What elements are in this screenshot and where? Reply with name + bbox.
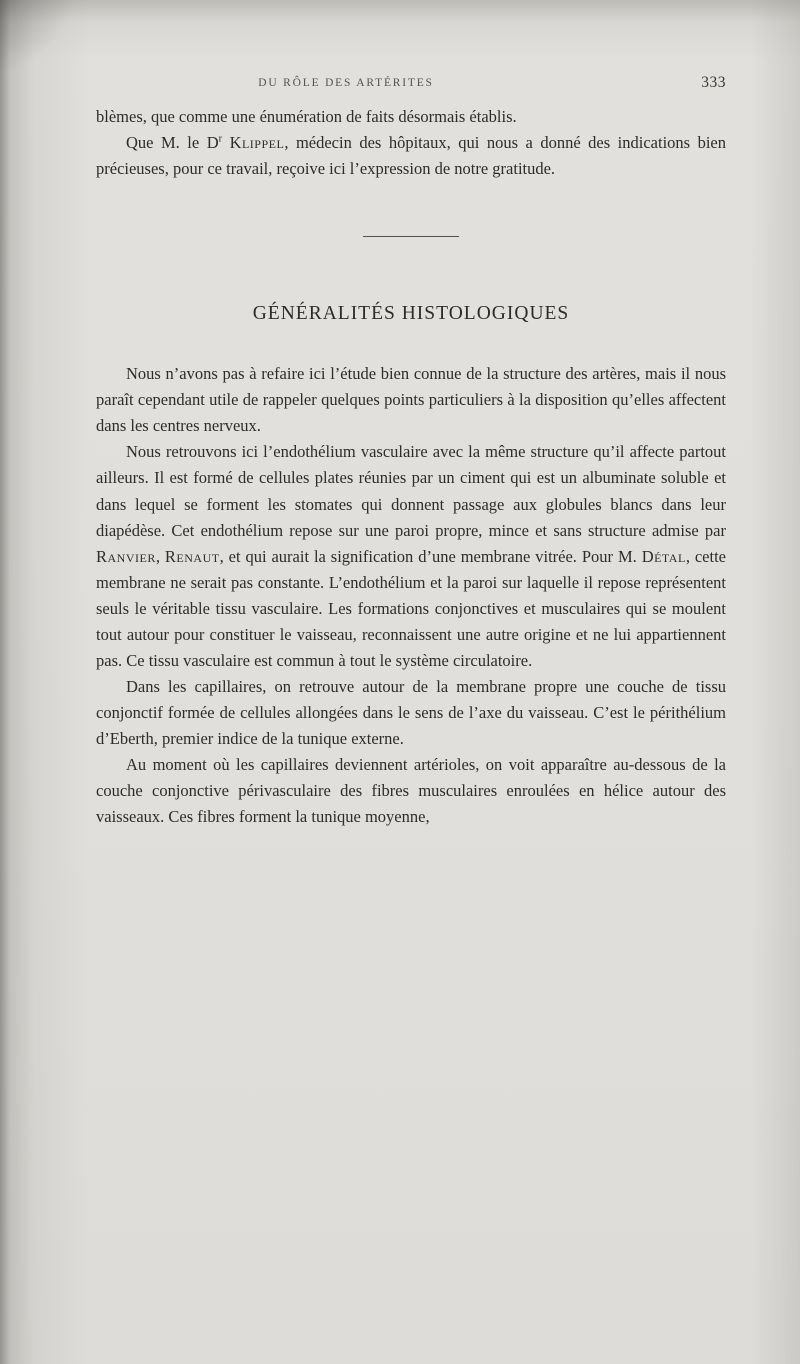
text-run: Nous n’avons pas à refaire ici l’étude bien connue de la structure des artères, mais il nous paraît cependant utile de rappeler quelques points particuliers à la disposition qu’elles affectent dans les centres nerveux. (96, 364, 726, 436)
page-content (96, 104, 726, 830)
text-run: r (218, 133, 223, 145)
section-heading: GÉNÉRALITÉS HISTOLOGIQUES (252, 303, 570, 325)
text-run: , (155, 546, 165, 566)
running-title: DU RÔLE DES ARTÉRITES (258, 77, 434, 89)
text-run: Que M. le D (126, 133, 219, 153)
paragraph (96, 752, 726, 830)
text-run: , et qui aurait la signification d’une membrane vitrée. Pour M. (219, 546, 642, 566)
text-run: Dans les capillaires, on retrouve autour de la membrane propre une couche de tissu conjonctif formée de cellules allongées dans le sens de l’axe du vaisseau. C’est le périthélium d’Eberth, premier indice de la tunique externe. (96, 676, 726, 749)
paragraph (96, 361, 726, 439)
page-header (96, 74, 726, 96)
text-run: Détal (641, 546, 686, 566)
paragraph (96, 104, 726, 130)
section-divider (363, 236, 459, 237)
text-run: Renaut (164, 546, 220, 566)
text-run: Ranvier (96, 546, 156, 566)
text-run: Au moment où les capillaires deviennent artérioles, on voit apparaître au-dessous de la couche conjonctive périvasculaire des fibres musculaires enroulées en hélice autour des vaisseaux. Ces fibres forment la tunique moyenne, (96, 755, 726, 827)
text-run: blèmes, que comme une énumération de faits désormais établis. (96, 107, 517, 126)
text-run (222, 133, 230, 152)
text-run: Nous retrouvons ici l’endothélium vasculaire avec la même structure qu’il affecte partout ailleurs. Il est formé de cellules plates réunies par un ciment qui est un albuminate soluble et dans lequel se forment les stomates qui donnent passage aux globules blancs dans leur diapédèse. Cet endothélium repose sur une paroi propre, mince et sans structure admise par (96, 442, 726, 540)
text-run: , cette membrane ne serait pas constante. L’endothélium et la paroi sur laquelle il repose représentent seuls le véritable tissu vasculaire. Les formations conjonctives et musculaires qui se moulent tout autour pour constituer le vaisseau, reconnaissent une autre origine et ne lui appartiennent pas. Ce tissu vasculaire est commun à tout le système circulatoire. (96, 546, 727, 670)
text-run: , médecin des hôpitaux, qui nous a donné des indications bien précieuses, pour ce travail, reçoive ici l’expression de notre gratitude. (96, 133, 726, 179)
text-run: Klippel (229, 133, 285, 153)
page-number: 333 (701, 74, 726, 91)
paragraph (96, 439, 726, 674)
paragraph (96, 674, 726, 752)
paragraph (96, 130, 726, 182)
